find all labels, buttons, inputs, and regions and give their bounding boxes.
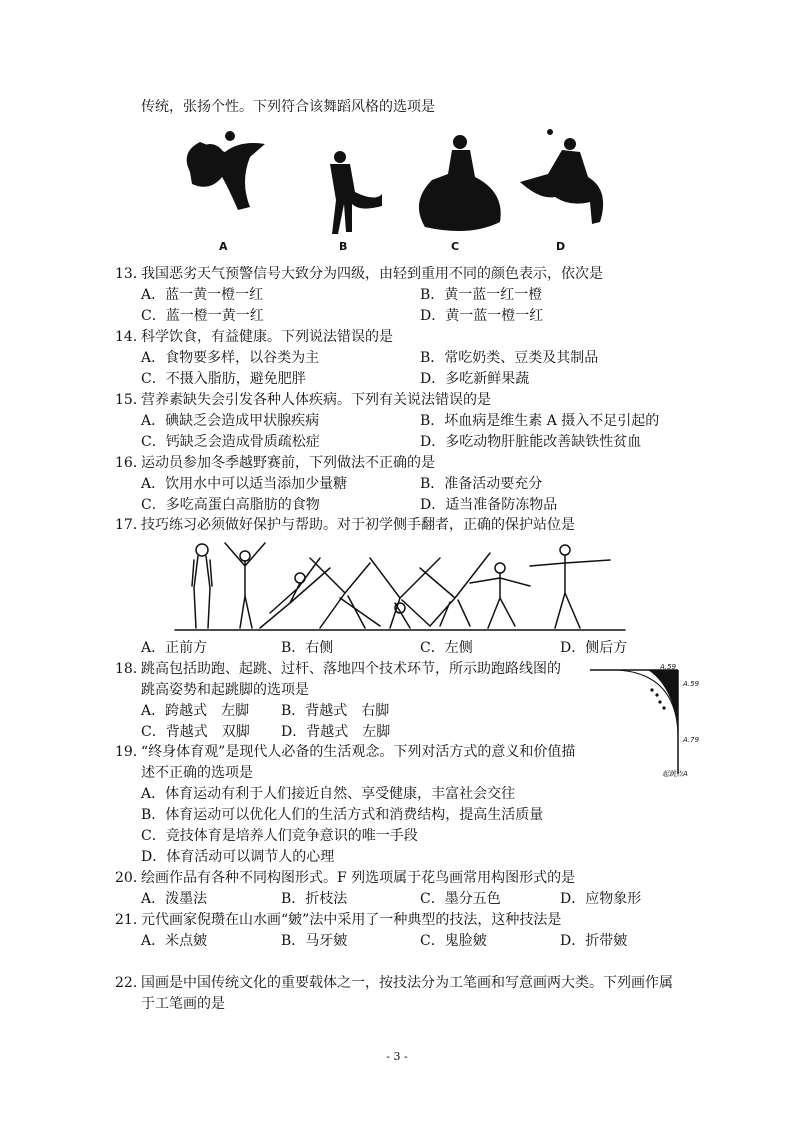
question-18-stem-line-2: 跳高姿势和起跳脚的选项是 xyxy=(141,682,309,698)
question-17-stem: 技巧练习必须做好保护与帮助。对于初学侧手翻者，正确的保护站位是 xyxy=(141,517,575,533)
question-22-stem-line-1: 国画是中国传统文化的重要载体之一，按技法分为工笔画和写意画两大类。下列画作属 xyxy=(141,975,673,991)
question-14-option-a: A．食物要多样，以谷类为主 xyxy=(141,350,320,366)
question-18-stem-line-1: 跳高包括助跑、起跳、过杆、落地四个技术环节，所示助跑路线图的 xyxy=(141,661,561,677)
question-18-option-d: D．背越式 左脚 xyxy=(281,724,391,740)
question-15-option-c: C．钙缺乏会造成骨质疏松症 xyxy=(141,434,320,450)
question-18-option-a: A．跨越式 左脚 xyxy=(141,703,250,719)
intro-line: 传统，张扬个性。下列符合该舞蹈风格的选项是 xyxy=(141,99,435,115)
question-17-option-b: B．右侧 xyxy=(281,640,334,656)
dance-figure-b xyxy=(330,151,382,234)
question-15-option-b: B．坏血病是维生素 A 摄入不足引起的 xyxy=(420,413,660,429)
question-22-number: 22． xyxy=(115,975,147,991)
question-19-number: 19． xyxy=(115,744,147,760)
question-16-option-b: B．准备活动要充分 xyxy=(420,476,543,492)
question-14-stem: 科学饮食，有益健康。下列说法错误的是 xyxy=(141,329,393,345)
question-18-option-c: C．背越式 双脚 xyxy=(141,724,250,740)
question-14-option-b: B．常吃奶类、豆类及其制品 xyxy=(420,350,599,366)
question-13-option-a: A．蓝一黄一橙一红 xyxy=(141,287,264,303)
page-number: - 3 - xyxy=(386,1050,408,1063)
question-21-option-c: C．鬼脸皴 xyxy=(420,933,487,949)
highjump-approach-diagram xyxy=(588,664,718,784)
highjump-label-middle: A.79 xyxy=(683,736,700,744)
question-20-stem: 绘画作品有各种不同构图形式。F 列选项属于花鸟画常用构图形式的是 xyxy=(141,870,576,886)
question-18-number: 18． xyxy=(115,661,147,677)
question-16-option-c: C．多吃高蛋白高脂肪的食物 xyxy=(141,497,320,513)
question-20-option-b: B．折枝法 xyxy=(281,891,348,907)
question-16-option-d: D．适当准备防冻物品 xyxy=(420,497,558,513)
question-17-option-d: D．侧后方 xyxy=(560,640,628,656)
question-16-stem: 运动员参加冬季越野赛前，下列做法不正确的是 xyxy=(141,455,435,471)
question-19-stem-line-1: “终身体育观”是现代人必备的生活观念。下列对活方式的意义和价值描 xyxy=(141,744,576,760)
dance-figure-a xyxy=(187,131,265,210)
question-20-number: 20． xyxy=(115,870,147,886)
dance-label-d: D xyxy=(556,240,566,253)
dance-figures-illustration xyxy=(170,122,640,252)
question-20-option-d: D．应物象形 xyxy=(560,891,642,907)
question-17-option-a: A．正前方 xyxy=(141,640,208,656)
highjump-label-top: A.59 xyxy=(660,664,677,671)
question-15-stem: 营养素缺失会引发各种人体疾病。下列有关说法错误的是 xyxy=(141,392,491,408)
question-16-option-a: A．饮用水中可以适当添加少量糖 xyxy=(141,476,348,492)
question-13-option-c: C．蓝一橙一黄一红 xyxy=(141,308,264,324)
question-14-option-d: D．多吃新鲜果蔬 xyxy=(420,371,530,387)
question-21-number: 21． xyxy=(115,912,147,928)
question-14-option-c: C．不摄入脂肪，避免肥胖 xyxy=(141,371,306,387)
question-19-option-d: D．体育活动可以调节人的心理 xyxy=(141,849,335,865)
question-14-number: 14． xyxy=(115,329,147,345)
question-19-option-a: A．体育运动有利于人们接近自然、享受健康，丰富社会交往 xyxy=(141,786,516,802)
question-15-number: 15． xyxy=(115,392,147,408)
question-13-stem: 我国恶劣天气预警信号大致分为四级，由轻到重用不同的颜色表示，依次是 xyxy=(141,266,603,282)
question-19-option-c: C．竞技体育是培养人们竞争意识的唯一手段 xyxy=(141,828,418,844)
dance-label-a: A xyxy=(219,240,228,253)
cartwheel-sequence-illustration xyxy=(170,538,630,638)
highjump-label-right: A.59 xyxy=(683,680,700,688)
question-21-option-b: B．马牙皴 xyxy=(281,933,348,949)
question-21-option-d: D．折带皴 xyxy=(560,933,628,949)
question-20-option-c: C．墨分五色 xyxy=(420,891,501,907)
question-13-option-d: D．黄一蓝一橙一红 xyxy=(420,308,544,324)
question-18-option-b: B．背越式 右脚 xyxy=(281,703,390,719)
question-15-option-a: A．碘缺乏会造成甲状腺疾病 xyxy=(141,413,320,429)
question-17-option-c: C．左侧 xyxy=(420,640,473,656)
question-20-option-a: A．泼墨法 xyxy=(141,891,208,907)
question-19-stem-line-2: 述不正确的选项是 xyxy=(141,765,253,781)
question-15-option-d: D．多吃动物肝脏能改善缺铁性贫血 xyxy=(420,434,642,450)
dance-label-b: B xyxy=(339,240,348,253)
dance-label-c: C xyxy=(451,240,460,253)
question-19-option-b: B．体育运动可以优化人们的生活方式和消费结构，提高生活质量 xyxy=(141,807,544,823)
question-13-number: 13． xyxy=(115,266,147,282)
highjump-label-bottom: 起跳点A xyxy=(662,770,688,778)
question-17-number: 17． xyxy=(115,517,147,533)
question-16-number: 16． xyxy=(115,455,147,471)
question-21-stem: 元代画家倪瓒在山水画“皴”法中采用了一种典型的技法，这种技法是 xyxy=(141,912,562,928)
question-21-option-a: A．米点皴 xyxy=(141,933,208,949)
dance-figure-d xyxy=(520,129,603,224)
question-22-stem-line-2: 于工笔画的是 xyxy=(141,996,225,1012)
dance-figure-c xyxy=(419,135,501,231)
question-13-option-b: B．黄一蓝一红一橙 xyxy=(420,287,543,303)
